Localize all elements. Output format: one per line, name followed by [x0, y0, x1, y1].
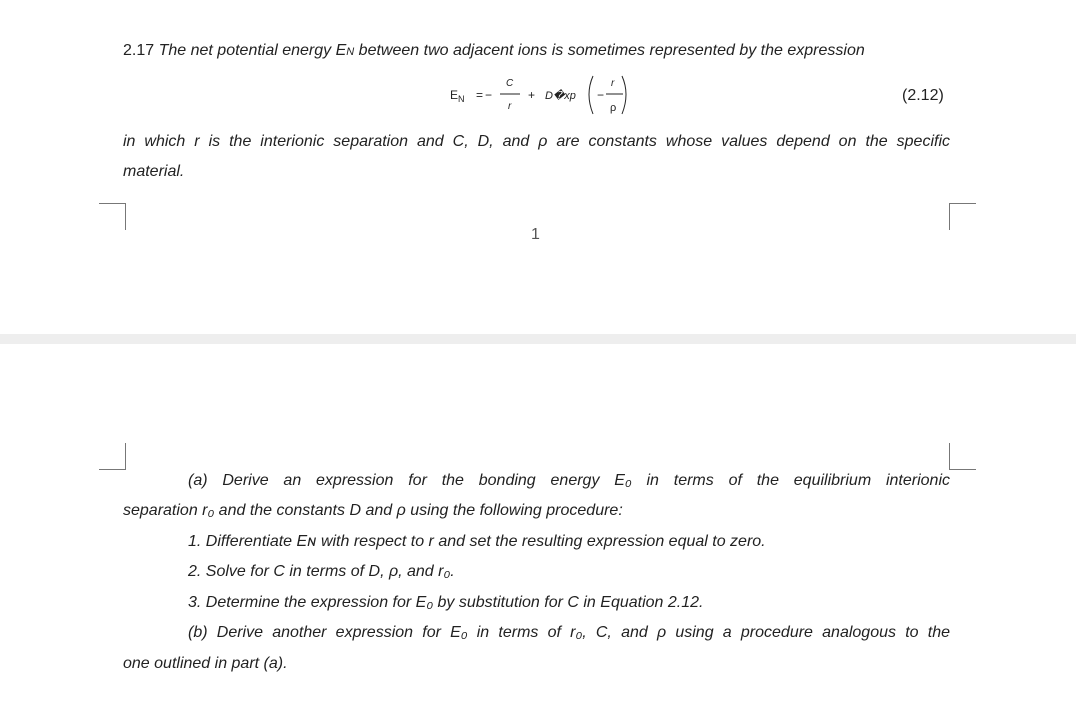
problem-description-line1: in which r is the interionic separation and C, D, and ρ are constants whose values depend on the specific: [123, 133, 950, 150]
part-a-line2: separation r₀ and the constants D and ρ using the following procedure:: [123, 502, 623, 519]
part-a-step1: 1. Differentiate Eɴ with respect to r and set the resulting expression equal to zero.: [188, 533, 766, 550]
problem-intro-line: [123, 41, 865, 62]
eq-r-numerator: r: [611, 78, 615, 89]
eq-equals: =: [476, 88, 484, 102]
page-corner-mark-bottom-right: [949, 443, 976, 470]
page-corner-mark-top-left: [99, 203, 126, 230]
eq-d-exp: D�xp: [545, 90, 576, 102]
part-a-step3: 3. Determine the expression for E₀ by substitution for C in Equation 2.12.: [188, 594, 704, 611]
eq-lhs: E: [450, 88, 459, 102]
eq-r-denominator: r: [508, 101, 512, 112]
problem-number: 2.17: [123, 42, 155, 59]
eq-minus: −: [485, 88, 493, 102]
page-corner-mark-bottom-left: [99, 443, 126, 470]
page-corner-mark-top-right: [949, 203, 976, 230]
intro-text-rest: between two adjacent ions is sometimes represented by the expression: [354, 42, 865, 59]
page-number: 1: [531, 226, 540, 243]
part-b-line1: (b) Derive another expression for E₀ in terms of r₀, C, and ρ using a procedure analogous to the: [188, 624, 950, 641]
part-b-line2: one outlined in part (a).: [123, 655, 288, 672]
problem-description-line2: material.: [123, 163, 185, 180]
eq-minus-2: −: [597, 88, 605, 102]
part-a-step2: 2. Solve for C in terms of D, ρ, and r₀.: [188, 563, 455, 580]
intro-text-start: The net potential energy E: [158, 42, 347, 59]
intro-subscript: N: [346, 46, 355, 58]
eq-left-paren: [589, 76, 593, 114]
eq-c-numerator: C: [506, 78, 514, 89]
eq-lhs-sub: N: [458, 94, 465, 104]
eq-plus: +: [528, 88, 536, 102]
eq-rho-denominator: ρ: [610, 102, 617, 114]
page-break-divider: [0, 334, 1076, 344]
equation-2-12: [440, 70, 660, 120]
equation-label: (2.12): [902, 87, 944, 104]
eq-right-paren: [622, 76, 626, 114]
part-a-line1: (a) Derive an expression for the bonding energy E₀ in terms of the equilibrium interionic: [188, 472, 950, 489]
problem-intro-text: [159, 42, 865, 59]
